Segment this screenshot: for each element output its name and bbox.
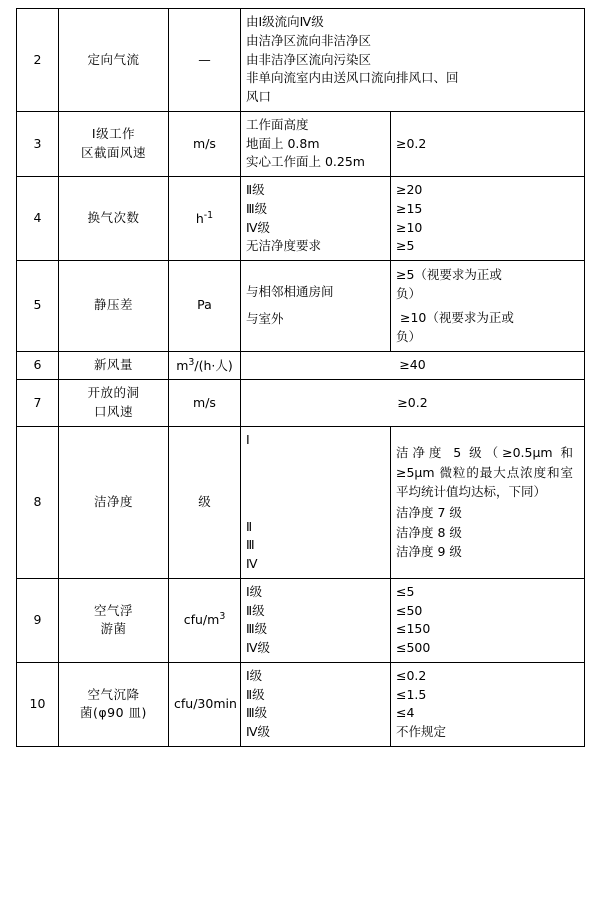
condition-line: 与相邻相通房间 — [246, 283, 334, 299]
value-line: ≤5 — [396, 583, 415, 599]
row-item — [59, 662, 169, 746]
row-item: 换气次数 — [59, 177, 169, 261]
condition-line: 与室外 — [246, 311, 284, 327]
value-line: ≥5 — [396, 238, 415, 254]
row-number: 9 — [17, 578, 59, 662]
row-number: 3 — [17, 111, 59, 176]
value-line: ≥5（视要求为正或 — [396, 267, 502, 282]
condition-line: Ⅲ级 — [246, 621, 268, 637]
row-item-line: 口风速 — [93, 404, 133, 420]
row-condition — [241, 426, 391, 578]
row-number: 2 — [17, 9, 59, 112]
condition-line: 地面上 0.8m — [246, 135, 320, 151]
condition-line: Ⅳ级 — [246, 640, 271, 656]
value-line: ≥15 — [396, 200, 423, 216]
value-paragraph: 洁净度 5 级（≥0.5μm 和≥5μm 微粒的最大点浓度和室平均统计值均达标，下同） — [396, 445, 574, 500]
condition-line: Ⅲ — [246, 537, 255, 553]
row-value — [391, 662, 585, 746]
row-number: 5 — [17, 261, 59, 352]
row-value — [391, 261, 585, 352]
row-unit: $h^{-1}$ — [169, 177, 241, 261]
row-condition — [241, 261, 391, 352]
row-number: 8 — [17, 426, 59, 578]
condition-line: 实心工作面上 0.25m — [246, 154, 365, 170]
row-value — [391, 426, 585, 578]
value-line: ≤0.2 — [396, 667, 427, 683]
value-line: ≤150 — [396, 621, 431, 637]
row-item: 定向气流 — [59, 9, 169, 112]
row-item — [59, 111, 169, 176]
row-value — [391, 111, 585, 176]
value-line: ≥0.2 — [396, 135, 427, 151]
table-row — [17, 9, 585, 112]
table-row — [17, 177, 585, 261]
table-row — [17, 426, 585, 578]
specification-table — [16, 8, 585, 747]
row-unit: $m^3/(h\cdot$人) — [169, 351, 241, 380]
row-item — [59, 578, 169, 662]
merged-line: 由非洁净区流向污染区 — [246, 51, 372, 67]
row-number: 4 — [17, 177, 59, 261]
row-merged-value: ≥40 — [241, 351, 585, 380]
row-unit: — — [169, 9, 241, 112]
table-row — [17, 261, 585, 352]
condition-line: Ⅰ级 — [246, 667, 263, 683]
condition-line: Ⅳ级 — [246, 724, 271, 740]
row-condition — [241, 662, 391, 746]
value-line: ≥10 — [396, 219, 423, 235]
merged-line: 风口 — [246, 89, 272, 104]
condition-line: Ⅳ级 — [246, 219, 271, 235]
table-row — [17, 380, 585, 427]
condition-line: 无洁净度要求 — [246, 238, 322, 254]
condition-line: Ⅰ — [246, 431, 250, 447]
value-line: ≤500 — [396, 640, 431, 656]
value-line: ≤50 — [396, 602, 423, 618]
row-unit: cfu/$m^3$ — [169, 578, 241, 662]
condition-line: 工作面高度 — [246, 116, 309, 132]
row-item-line: 空气浮 — [93, 602, 133, 618]
row-merged-value: ≥0.2 — [241, 380, 585, 427]
value-line: ≥20 — [396, 182, 423, 197]
row-item-line: 区截面风速 — [80, 144, 146, 160]
condition-line: Ⅰ级 — [246, 583, 263, 599]
condition-line: Ⅱ — [246, 518, 253, 534]
condition-line: Ⅱ级 — [246, 182, 265, 197]
value-line: 洁净度 8 级 — [396, 524, 462, 540]
row-condition — [241, 177, 391, 261]
document-page — [0, 8, 600, 898]
row-number: 6 — [17, 351, 59, 380]
table-row — [17, 351, 585, 380]
row-item: 新风量 — [59, 351, 169, 380]
value-line: ≤1.5 — [396, 686, 427, 702]
condition-line: Ⅱ级 — [246, 686, 265, 702]
row-number: 7 — [17, 380, 59, 427]
row-item-line: 空气沉降 — [87, 686, 140, 702]
table-row — [17, 578, 585, 662]
merged-line: 由Ⅰ级流向Ⅳ级 — [246, 14, 324, 29]
row-unit: 级 — [169, 426, 241, 578]
value-line: 负） — [396, 286, 422, 302]
table-row — [17, 111, 585, 176]
value-line: 洁净度 7 级 — [396, 505, 462, 521]
value-line: 负） — [396, 329, 422, 345]
row-condition — [241, 111, 391, 176]
row-item — [59, 380, 169, 427]
row-unit: Pa — [169, 261, 241, 352]
row-unit: m/s — [169, 111, 241, 176]
row-number: 10 — [17, 662, 59, 746]
row-item-line: 游菌 — [100, 621, 127, 637]
condition-spacer — [246, 450, 385, 518]
row-merged-value — [241, 9, 585, 112]
condition-line: Ⅲ级 — [246, 705, 268, 721]
value-line: 不作规定 — [396, 724, 447, 740]
row-item-line: 菌(φ90 皿) — [80, 705, 147, 721]
row-unit: m/s — [169, 380, 241, 427]
row-value — [391, 578, 585, 662]
row-value — [391, 177, 585, 261]
value-line: 洁净度 9 级 — [396, 544, 462, 560]
value-line: ≤4 — [396, 705, 415, 721]
row-item: 静压差 — [59, 261, 169, 352]
merged-line: 由洁净区流向非洁净区 — [246, 32, 372, 48]
table-row — [17, 662, 585, 746]
row-condition — [241, 578, 391, 662]
condition-line: Ⅲ级 — [246, 200, 268, 216]
value-line: ≥10（视要求为正或 — [396, 309, 514, 325]
condition-line: Ⅳ — [246, 556, 258, 572]
condition-line: Ⅱ级 — [246, 602, 265, 618]
merged-line: 非单向流室内由送风口流向排风口、回 — [246, 70, 459, 86]
row-item: 洁净度 — [59, 426, 169, 578]
row-unit: cfu/30min — [169, 662, 241, 746]
row-item-line: 开放的洞 — [87, 385, 140, 401]
row-item-line: Ⅰ级工作 — [91, 126, 136, 142]
